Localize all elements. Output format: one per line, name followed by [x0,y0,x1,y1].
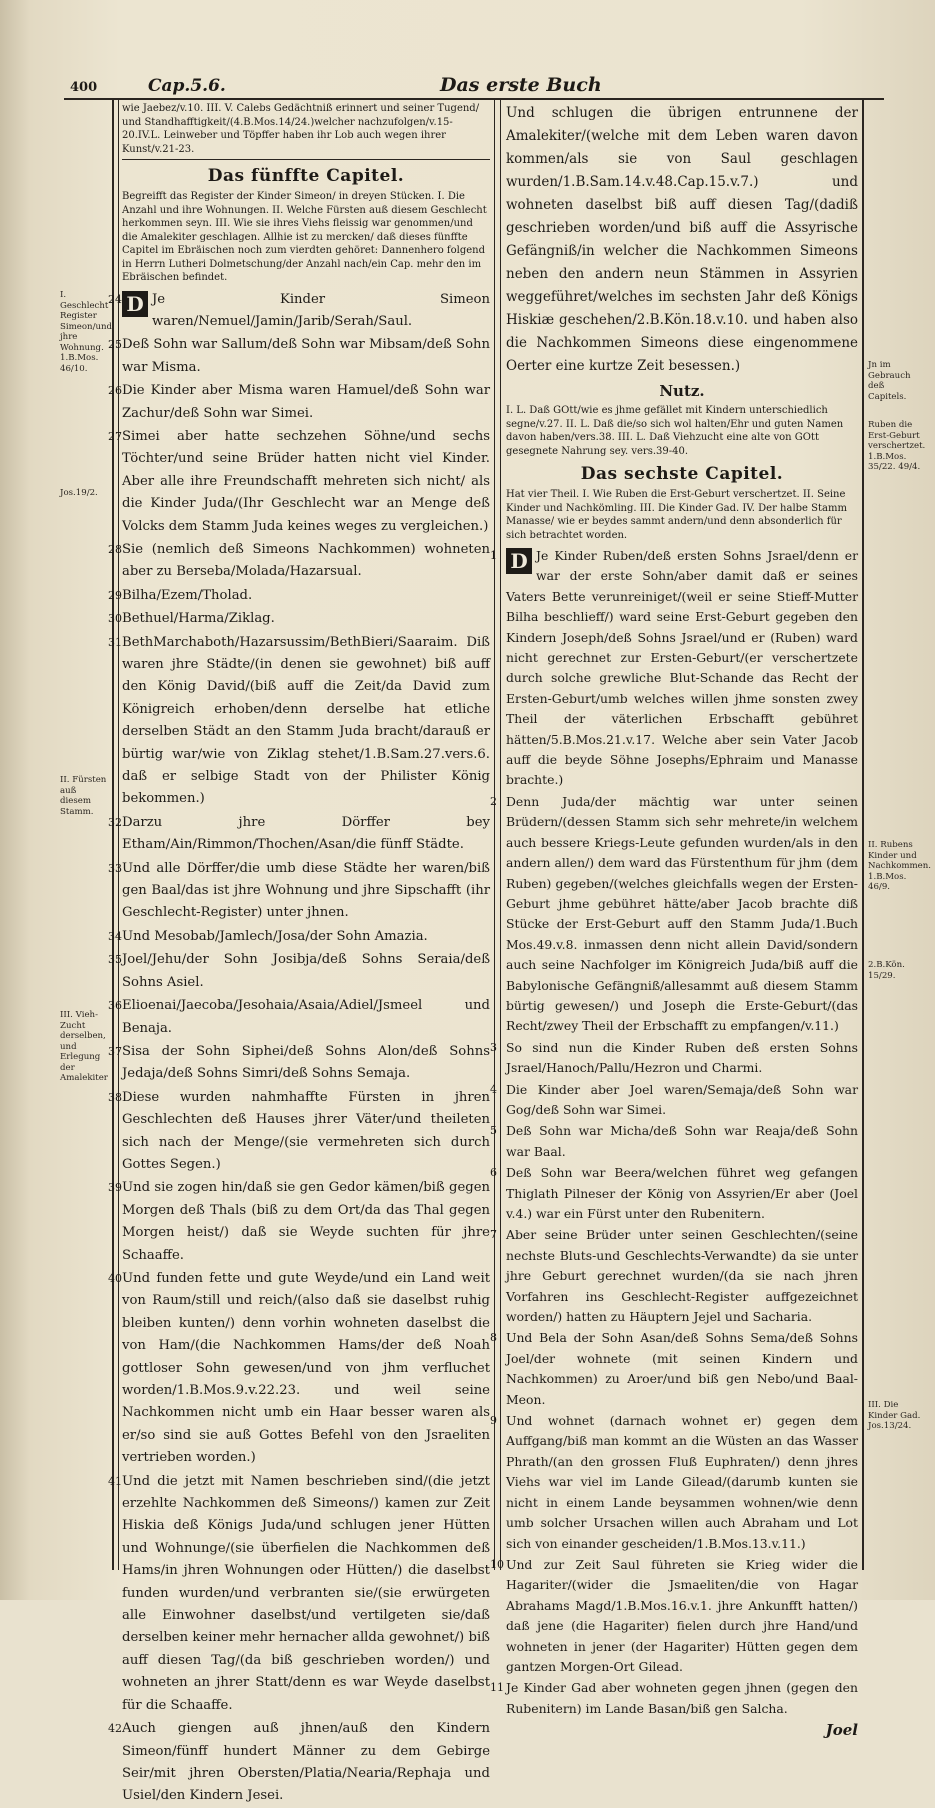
verse-number: 9 [490,1414,497,1428]
right-verse [490,1411,858,1554]
left-verse [108,426,490,538]
verse-number: 41 [108,1474,122,1488]
verse-number: 31 [108,635,122,649]
left-margin-note-4: III. Vieh-Zucht derselben, und Erlegung der Amalekiter [60,1010,108,1083]
catchword: Joel [825,1721,858,1740]
chapter-6-summary: Hat vier Theil. I. Wie Ruben die Erst-Geburt verschertzet. II. Seine Kinder und Nachkömling. III. Die Kinder Gad. IV. Der halbe Stamm Manasse/ wie er beydes sammt andern/und denn absonderlich für sich betrachtet worden. [506,489,847,541]
verse-text: Diese wurden nahmhaffte Fürsten in jhren Geschlechten deß Hauses jhrer Väter/und theileten sich nach der Menge/(sie vermehreten sich durch Gottes Segen.) [122,1089,490,1172]
right-margin-note-1: Jn im Gebrauch deß Capitels. [868,360,911,402]
chapter-5-summary: Begreifft das Register der Kinder Simeon/ in dreyen Stücken. I. Die Anzahl und ihre Wohnungen. II. Welche Fürsten auß diesem Geschlecht herkommen seyn. III. Wie sie ihres Viehs fleissig war genommen/und die Amalekiter geschlagen. Allhie ist zu mercken/ daß dieses fünffte Capitel im Ebräischen noch zum vierdten gehöret: Dannenhero folgend in Herrn Lutheri Dolmetschung/der Anzahl nach/ein Cap. mehr den im Ebräischen befindet. [122,191,487,283]
verse-text: Aber seine Brüder unter seinen Geschlechten/(seine nechste Bluts-und Geschlechts-Verwandte) da sie unter jhre Geburt gerechnet wurden/(da sie nach jhren Vorfahren ins Geschlecht-Register auffgezeichnet worden/) hatten zu Häuptern Jejel und Sacharia. [506,1227,858,1325]
verse-text: Und Bela der Sohn Asan/deß Sohns Sema/deß Sohns Joel/der wohnete (mit seinen Kindern und Nachkommen) zu Aroer/und biß gen Nebo/und Baal-Meon. [506,1330,858,1407]
right-verse [490,792,858,1037]
left-top-text: wie Jaebez/v.10. III. V. Calebs Gedächtniß erinnert und seiner Tugend/ und Standhafftigkeit/(4.B.Mos.14/24.)welcher nachzufolgen/v.15-20.IV.L. Leinweber und Töpffer haben ihr Lob auch wegen ihrer Kunst/v.21-23. [122,103,480,155]
verse-43 [506,102,858,378]
verse-text: Je Kinder Simeon waren/Nemuel/Jamin/Jarib/Serah/Saul. [152,291,490,329]
left-verse [108,608,490,630]
verse-number: 30 [108,612,122,626]
right-verse [490,1678,858,1719]
left-verse [108,289,490,334]
left-margin-note-2: Jos.19/2. [60,488,98,498]
left-verse [108,858,490,925]
verse-text: Auch giengen auß jhnen/auß den Kindern Simeon/fünff hundert Männer zu dem Gebirge Seir/mit jhren Obersten/Platia/Nearia/Rephaja und Usiel/den Kindern Jesei. [122,1721,490,1804]
right-margin-note-3: II. Rubens Kinder und Nachkommen. 1.B.Mos. 46/9. [868,840,932,892]
verse-number: 35 [108,953,122,967]
verse-text: Denn Juda/der mächtig war unter seinen Brüdern/(dessen Stamm sich sehr mehrete/in welchem auch bessere Kriegs-Leute gefunden wurden/als in den andern allen/) dem ward das Fürstenthum für jhm (dem Ruben) gegeben/(welches gleichfalls wegen der Ersten-Geburt jhme gebühret hätte/aber Jacob brachte diß Stücke der Erst-Geburt auff den Stamm Juda/1.Buch Mos.49.v.8. inmassen denn nicht allein David/sondern auch seine Nachfolger im Königreich Juda/biß auff die Babylonische Gefängniß/allesammt auß diesem Stamm bürtig gewesen/) und Joseph die Erste-Geburt/(das Recht/zwey Theil der Erbschafft zu empfangen/v.11.) [506,793,858,1034]
right-margin-note-5: III. Die Kinder Gad. Jos.13/24. [868,1400,921,1431]
nutz-text: I. L. Daß GOtt/wie es jhme gefället mit Kindern unterschiedlich segne/v.27. II. L. Daß die/so sich wol halten/Ehr und guten Namen davon haben/vers.38. III. L. Daß Viehzucht eine alte von GOtt gesegnete Nahrung sey. vers.39-40. [506,405,844,457]
verse-text: So sind nun die Kinder Ruben deß ersten Sohns Jsrael/Hanoch/Pallu/Hezron und Charmi. [506,1039,858,1076]
verse-text: Je Kinder Ruben/deß ersten Sohns Jsrael/denn er war der erste Sohn/aber damit daß er seines Vaters Bette verunreiniget/(weil er seine Stieff-Mutter Bilha beschlieff/) ward seine Erst-Geburt gegeben den Kindern Joseph/deß Sohns Jsrael/und er (Ruben) ward nicht gerechnet zur Ersten-Geburt/(er verschertzete durch solche grewliche Blut-Schande das Recht der Ersten-Geburt/umb welches willen jhme sonsten zwey Theil der väterlichen Erbschafft gebühret hätten/5.B.Mos.21.v.17. Welche aber sein Vater Jacob auff die beyde Söhne Josephs/Ephraim und Manasse brachte.) [506,548,858,788]
verse-text: Bilha/Ezem/Tholad. [122,587,253,603]
verse-text: Und alle Dörffer/die umb diese Städte her waren/biß gen Baal/das ist jhre Wohnung und jhre Sipschafft (ihr Geschlecht-Register) unter jhnen. [122,860,490,921]
verse-number: 7 [490,1228,497,1242]
right-verses [490,546,858,1719]
verse-number: 40 [108,1271,122,1285]
verse-text: Elioenai/Jaecoba/Jesohaia/Asaia/Adiel/Jsmeel und Benaja. [122,998,490,1036]
nutz-title: Nutz. [659,382,705,400]
verse-number: 28 [108,542,122,556]
verse-number: 3 [490,1040,497,1054]
verse-number: 33 [108,861,122,875]
page-number: 400 [70,80,98,95]
verse-text: Darzu jhre Dörffer bey Etham/Ain/Rimmon/Thochen/Asan/die fünff Städte. [122,814,490,853]
verse-43-text: Und schlugen die übrigen entrunnene der Amalekiter/(welche mit dem Leben waren davon kommen/als sie von Saul geschlagen wurden/1.B.Sam.14.v.48.Cap.15.v.7.) und wohneten daselbst biß auff diesen Tag/(dadiß geschrieben worden/und biß auff die Assyrische Gefängniß/in welcher die Nachkommen Simeons neben den andern neun Stämmen in Assyrien weggeführet/welches im sechsten Jahr deß Königs Hiskiæ geschehen/2.B.Kön.18.v.10. und haben also die Nachkommen Simeons diese eingenommene Oerter eine kurtze Zeit besessen.) [506,105,858,374]
right-verse [490,1328,858,1410]
left-verse [108,334,490,379]
left-verse [108,380,490,425]
verse-text: Simei aber hatte sechzehen Söhne/und sechs Töchter/und seine Brüder hatten nicht viel Kinder. Aber alle ihre Freundschafft mehreten sich nicht/ als die Kinder Juda/(Ihr Geschlecht war an Menge deß Volcks dem Stamm Juda keines weges zu vergleichen.) [122,428,490,534]
left-verse [108,1041,490,1086]
verse-text: Und Mesobab/Jamlech/Josa/der Sohn Amazia. [122,928,428,944]
left-verses [108,289,490,1808]
verse-number: 42 [108,1722,122,1736]
verse-text: Sisa der Sohn Siphei/deß Sohns Alon/deß Sohns Jedaja/deß Sohns Simri/deß Sohns Semaja. [122,1043,490,1082]
center-rule-2 [500,100,501,1570]
left-column [108,102,490,1804]
header-rule [64,98,884,100]
verse-text: Die Kinder aber Misma waren Hamuel/deß Sohn war Zachur/deß Sohn war Simei. [122,383,490,421]
verse-text: Bethuel/Harma/Ziklag. [122,611,275,627]
verse-number: 4 [490,1082,497,1096]
verse-text: Je Kinder Gad aber wohneten gegen jhnen (gegen den Rubenitern) im Lande Basan/biß gen Salcha. [506,1680,858,1716]
left-verse [108,949,490,994]
verse-number: 6 [490,1166,497,1180]
right-verse [490,1080,858,1121]
right-verse [490,1225,858,1327]
verse-number: 10 [490,1557,504,1571]
verse-number: 5 [490,1124,497,1138]
verse-number: 32 [108,815,122,829]
right-verse [490,1121,858,1162]
left-verse [108,1718,490,1808]
right-verse [490,1555,858,1677]
left-verse [108,632,490,811]
right-margin-note-4: 2.B.Kön. 15/29. [868,960,905,981]
verse-number: 1 [490,549,497,562]
verse-text: Und wohnet (darnach wohnet er) gegen dem Auffgang/biß man kommt an die Wüsten an das Wasser Phrath/(an den grossen Fluß Euphraten/) denn jhres Viehs war viel im Lande Gilead/(darumb kunten sie nicht in einem Lande beysammen wohnen/wie denn umb solcher Ursachen willen auch Abraham und Lot sich von einander gescheiden/1.B.Mos.13.v.11.) [506,1413,858,1551]
verse-number: 24 [108,292,122,306]
verse-text: Die Kinder aber Joel waren/Semaja/deß Sohn war Gog/deß Sohn war Simei. [506,1081,858,1117]
verse-number: 26 [108,384,122,398]
verse-number: 11 [490,1681,504,1695]
chapter-5-title: Das fünffte Capitel. [207,166,405,186]
right-verse [490,1163,858,1224]
verse-text: BethMarchaboth/Hazarsussim/BethBieri/Saaraim. Diß waren jhre Städte/(in denen sie gewohnet) biß auff den König David/(biß auff die Zeit/da David zum Königreich erhoben/denn derselbe hat etliche derselben Städt an den Stamm Juda bracht/darauß er bürtig war/wie von Ziklag stehet/1.B.Sam.27.vers.6. daß er selbige Stadt von der Philister König bekommen.) [122,634,490,807]
verse-text: Deß Sohn war Micha/deß Sohn war Reaja/deß Sohn war Baal. [506,1123,858,1159]
drop-cap: D [506,548,532,574]
verse-number: 34 [108,929,122,943]
left-verse [108,1087,490,1177]
verse-text: Und die jetzt mit Namen beschrieben sind/(die jetzt erzehlte Nachkommen deß Simeons/) kamen zur Zeit Hiskia deß Königs Juda/und schlugen jener Hütten und Wohnunge/(sie überfielen die Nachkommen deß Hams/in jhren Wohnungen oder Hütten/) die daselbst funden wurden/und verbranten sie/(sie erwürgeten alle Einwohner daselbst/und vertilgeten sie/daß derselben keiner mehr hernacher allda gewohnet/) biß auff diesen Tag/(da biß geschrieben worden/) und wohneten an jhrer Statt/denn es war Weyde daselbst für die Schaaffe. [122,1473,490,1713]
verse-number: 25 [108,338,122,352]
left-margin-rule [112,100,114,1570]
left-verse [108,539,490,584]
center-rule [494,100,495,1570]
running-head-left: Cap.5.6. [148,76,226,96]
verse-number: 2 [490,794,497,808]
verse-text: Sie (nemlich deß Simeons Nachkommen) wohneten aber zu Berseba/Molada/Hazarsual. [122,541,490,580]
verse-number: 38 [108,1090,122,1104]
right-verse [490,546,858,791]
left-verse [108,585,490,607]
verse-number: 36 [108,999,122,1013]
left-margin-note-3: II. Fürsten auß diesem Stamm. [60,775,107,817]
verse-text: Deß Sohn war Beera/welchen führet weg gefangen Thiglath Pilneser der König von Assyrien/Er aber (Joel v.4.) war ein Fürst unter den Rubenitern. [506,1165,858,1221]
left-verse [108,1268,490,1470]
right-column [490,102,858,1740]
verse-text: Und sie zogen hin/daß sie gen Gedor kämen/biß gegen Morgen deß Thals (biß zu dem Ort/da das Thal gegen Morgen heist/) daß sie Weyde suchten für jhre Schaaffe. [122,1180,490,1263]
left-verse [108,812,490,857]
verse-number: 37 [108,1044,122,1058]
right-margin-rule [862,100,864,1570]
left-verse [108,995,490,1040]
verse-text: Deß Sohn war Sallum/deß Sohn war Mibsam/deß Sohn war Misma. [122,337,490,375]
left-verse [108,1177,490,1267]
left-top-rule [122,159,490,160]
verse-number: 27 [108,429,122,443]
left-number-rule [118,100,119,1570]
verse-text: Joel/Jehu/der Sohn Josibja/deß Sohns Seraia/deß Sohns Asiel. [122,952,490,990]
verse-text: Und zur Zeit Saul führeten sie Krieg wider die Hagariter/(wider die Jsmaeliten/die von Hagar Abrahams Magd/1.B.Mos.16.v.1. jhre Ankunfft hatten/) daß jene (die Hagariter) fielen durch jhre Hand/und wohneten in jener (der Hagariter) Hütten gegen dem gantzen Morgen-Ort Gilead. [506,1556,858,1674]
verse-number: 39 [108,1181,122,1195]
verse-text: Und funden fette und gute Weyde/und ein Land weit von Raum/still und reich/(also daß sie daselbst ruhig bleiben kunten/) denn vorhin wohneten daselbst die von Ham/(die Nachkommen Hams/der deß Noah gottloser Sohn gewesen/und von jhm verfluchet worden/1.B.Mos.9.v.22.23. und weil seine Nachkommen nicht umb ein Haar besser waren als er/so sind sie auß Gottes Befehl von den Jsraeliten vertrieben worden.) [122,1270,490,1466]
verse-number: 29 [108,588,122,602]
left-margin-note-1: I. Geschlecht Register Simeon/und jhre Wohnung. 1.B.Mos. 46/10. [60,290,113,374]
right-verse [490,1038,858,1079]
running-head-right: Das erste Buch [440,74,602,96]
chapter-6-title: Das sechste Capitel. [580,464,784,484]
right-margin-note-2: Ruben die Erst-Geburt verschertzet. 1.B.Mos. 35/22. 49/4. [868,420,926,472]
left-verse [108,1471,490,1717]
drop-cap: D [122,291,148,317]
verse-number: 8 [490,1331,497,1345]
left-verse [108,926,490,948]
